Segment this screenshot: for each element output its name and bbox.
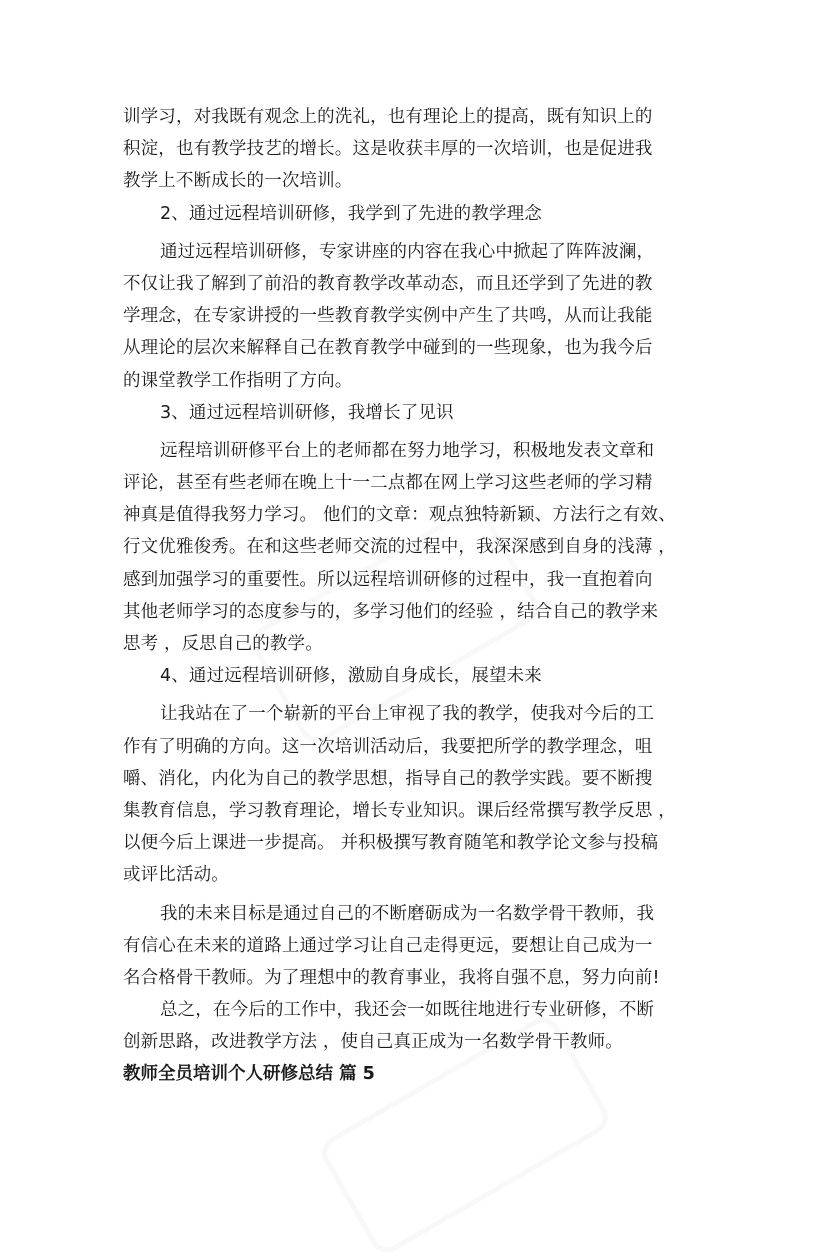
subheading-4: 4、通过远程培训研修，激励自身成长，展望未来 bbox=[160, 666, 542, 687]
paragraph-line: 感到加强学习的重要性。所以远程培训研修的过程中，我一直抱着向 bbox=[123, 569, 653, 590]
paragraph-line: 不仅让我了解到了前沿的教育教学改革动态，而且还学到了先进的教 bbox=[123, 273, 653, 294]
document-body bbox=[123, 101, 715, 1091]
subheading-3: 3、通过远程培训研修，我增长了见识 bbox=[160, 402, 454, 423]
paragraph-line: 作有了明确的方向。这一次培训活动后，我要把所学的教学理念，咀 bbox=[123, 736, 653, 757]
paragraph-line: 其他老师学习的态度参与的，多学习他们的经验 ，结合自己的教学来 bbox=[123, 601, 659, 622]
paragraph-line: 集教育信息，学习教育理论，增长专业知识。课后经常撰写教学反思 ， bbox=[123, 800, 676, 821]
paragraph-line: 有信心在未来的道路上通过学习让自己走得更远，要想让自己成为一 bbox=[123, 935, 653, 956]
paragraph-line: 总之，在今后的工作中，我还会一如既往地进行专业研修，不断 bbox=[160, 1000, 655, 1021]
paragraph-line: 思考 ，反思自己的教学。 bbox=[123, 634, 323, 654]
paragraph-line: 评论，甚至有些老师在晚上十一二点都在网上学习这些老师的学习精 bbox=[123, 473, 653, 494]
paragraph-line: 积淀，也有教学技艺的增长。这是收获丰厚的一次培训，也是促进我 bbox=[123, 139, 653, 160]
paragraph-line: 的课堂教学工作指明了方向。 bbox=[123, 370, 353, 391]
paragraph-line: 让我站在了一个崭新的平台上审视了我的教学，使我对今后的工 bbox=[160, 704, 655, 725]
paragraph-line: 通过远程培训研修，专家讲座的内容在我心中掀起了阵阵波澜， bbox=[160, 241, 655, 262]
paragraph-line: 教学上不断成长的一次培训。 bbox=[123, 171, 353, 192]
paragraph-line: 远程培训研修平台上的老师都在努力地学习，积极地发表文章和 bbox=[160, 440, 655, 461]
paragraph-line: 学理念，在专家讲授的一些教育教学实例中产生了共鸣，从而让我能 bbox=[123, 306, 653, 327]
paragraph-line: 名合格骨干教师。为了理想中的教育事业，我将自强不息，努力向前! bbox=[123, 967, 660, 988]
paragraph-line: 以便今后上课进一步提高。 并积极撰写教育随笔和教学论文参与投稿 bbox=[123, 833, 659, 854]
paragraph-line: 创新思路，改进教学方法 ，使自己真正成为一名数学骨干教师。 bbox=[123, 1032, 623, 1053]
paragraph-line: 神真是值得我努力学习。 他们的文章：观点独特新颖、方法行之有效、 bbox=[123, 505, 676, 526]
paragraph-line: 嚼、消化，内化为自己的教学思想，指导自己的教学实践。要不断搜 bbox=[123, 768, 653, 789]
paragraph-line: 或评比活动。 bbox=[123, 865, 229, 886]
section-title: 教师全员培训个人研修总结 篇 5 bbox=[123, 1064, 375, 1085]
subheading-2: 2、通过远程培训研修，我学到了先进的教学理念 bbox=[160, 203, 542, 224]
paragraph-line: 从理论的层次来解释自己在教育教学中碰到的一些现象，也为我今后 bbox=[123, 338, 653, 359]
paragraph-line: 我的未来目标是通过自己的不断磨砺成为一名数学骨干教师，我 bbox=[160, 903, 655, 924]
paragraph-line: 行文优雅俊秀。在和这些老师交流的过程中，我深深感到自身的浅薄 ， bbox=[123, 537, 676, 558]
paragraph-line: 训学习，对我既有观念上的洗礼，也有理论上的提高，既有知识上的 bbox=[123, 107, 653, 127]
